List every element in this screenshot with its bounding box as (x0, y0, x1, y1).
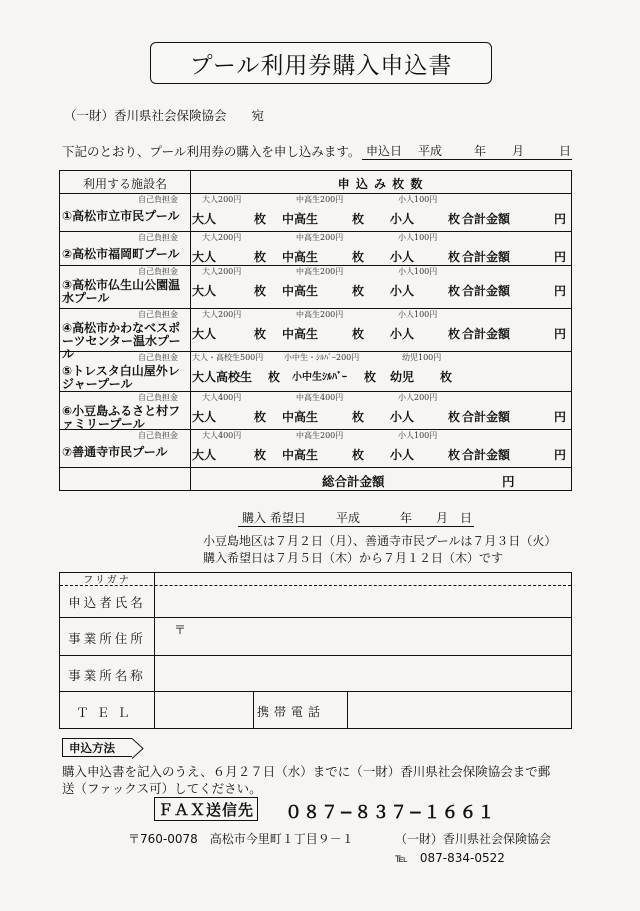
method-line1: 購入申込書を記入のうえ、６月２７日（水）までに（一財）香川県社会保険協会まで郵 (62, 764, 551, 779)
count-unit: 枚 (448, 250, 461, 264)
count-unit: 枚 (254, 327, 267, 341)
category-label: 小人 (390, 250, 415, 264)
price-label: 中高生200円 (296, 233, 344, 242)
price-label: 小人100円 (398, 267, 438, 276)
burden-label: 自己負担金 (138, 431, 178, 440)
category-label: 小人 (390, 284, 415, 298)
fax-number: ０８７−８３７−１６６１ (285, 803, 496, 823)
subtotal-label: 合計金額 (462, 327, 511, 341)
purchase-date-label: 購入 希望日 (242, 511, 306, 525)
footer-tel: ℡ 087-834-0522 (395, 851, 505, 865)
applicant-table (59, 572, 572, 729)
count-input[interactable] (430, 208, 446, 224)
method-line2: 送（ファックス可）してください。 (62, 781, 262, 796)
price-label: 大人200円 (202, 233, 242, 242)
purchase-date-year: 年 (400, 511, 413, 525)
category-label: 大人 (192, 448, 217, 462)
category-label: 小人 (390, 327, 415, 341)
price-label: 小人100円 (398, 310, 438, 319)
price-label: 中高生200円 (296, 431, 344, 440)
addressee: （一財）香川県社会保険協会 宛 (64, 108, 265, 123)
apply-date-label: 申込日 (366, 144, 403, 158)
count-input[interactable] (232, 280, 252, 296)
count-unit: 枚 (254, 448, 267, 462)
category-label: 中高生 (282, 448, 319, 462)
intro-text: 下記のとおり、プール利用券の購入を申し込みます。 (62, 144, 361, 159)
count-input[interactable] (232, 323, 252, 339)
price-label: 大人・高校生500円 (192, 353, 264, 362)
price-label: 中高生200円 (296, 310, 344, 319)
method-label: 申込方法 (62, 738, 132, 757)
price-label: 幼児100円 (402, 353, 442, 362)
furigana-input[interactable] (155, 573, 571, 585)
facility-name: ⑦善通寺市民プール (62, 445, 168, 459)
subtotal-yen[interactable]: 円 (554, 327, 567, 341)
category-label: 大人 (192, 212, 217, 226)
price-label: 小中生・ｼﾙﾊﾞｰ200円 (284, 353, 360, 362)
category-label: 大人高校生 (192, 370, 253, 384)
burden-label: 自己負担金 (138, 393, 178, 402)
count-input[interactable] (322, 444, 350, 460)
apply-date-field[interactable] (362, 141, 572, 160)
purchase-date-day: 日 (460, 511, 473, 525)
count-unit: 枚 (352, 284, 365, 298)
category-label: 小中生ｼﾙﾊﾞｰ (292, 372, 347, 383)
category-label: 中高生 (282, 284, 319, 298)
count-unit: 枚 (352, 212, 365, 226)
category-label: 大人 (192, 250, 217, 264)
count-unit: 枚 (448, 284, 461, 298)
burden-label: 自己負担金 (138, 310, 178, 319)
price-label: 小人100円 (398, 195, 438, 204)
count-unit: 枚 (448, 448, 461, 462)
count-unit: 枚 (254, 212, 267, 226)
price-label: 大人400円 (202, 393, 242, 402)
subtotal-label: 合計金額 (462, 284, 511, 298)
price-label: 小人100円 (398, 233, 438, 242)
price-label: 中高生200円 (296, 267, 344, 276)
count-input[interactable] (232, 246, 252, 262)
label-office-address: 事業所住所 (68, 631, 146, 646)
fax-label: ＦＡＸ送信先 (154, 797, 258, 821)
count-unit: 枚 (352, 250, 365, 264)
category-label: 大人 (192, 327, 217, 341)
count-input[interactable] (430, 444, 446, 460)
purchase-date-field[interactable] (238, 509, 474, 527)
price-label: 中高生200円 (296, 195, 344, 204)
label-furigana: フリガナ (83, 575, 131, 586)
count-unit: 枚 (352, 410, 365, 424)
subtotal-yen[interactable]: 円 (554, 250, 567, 264)
purchase-date-month: 月 (436, 511, 449, 525)
facility-name: ④高松市かわなべスポーツセンター温水プール (62, 321, 181, 361)
category-label: 大人 (192, 410, 217, 424)
arrow-tab-icon (132, 738, 144, 759)
subtotal-label: 合計金額 (462, 410, 511, 424)
office-name-input[interactable] (155, 656, 571, 691)
price-label: 大人400円 (202, 431, 242, 440)
footer-address: 〒760-0078 高松市今里町１丁目９－１ (128, 832, 354, 846)
apply-date-era: 平成 (418, 144, 443, 158)
price-label: 大人200円 (202, 195, 242, 204)
label-applicant-name: 申込者氏名 (68, 595, 146, 610)
category-label: 中高生 (282, 327, 319, 341)
label-office-name: 事業所名称 (68, 668, 146, 683)
subtotal-yen[interactable]: 円 (554, 284, 567, 298)
apply-date-month: 月 (512, 144, 525, 158)
count-input[interactable] (242, 366, 266, 382)
facility-name: ⑥小豆島ふるさと村ファミリープール (62, 404, 181, 431)
subtotal-label: 合計金額 (462, 212, 511, 226)
count-unit: 枚 (440, 370, 453, 384)
price-label: 小人200円 (398, 393, 438, 402)
subtotal-yen[interactable]: 円 (554, 212, 567, 226)
count-unit: 枚 (268, 370, 281, 384)
grand-total-label: 総合計金額 (322, 474, 385, 489)
count-unit: 枚 (352, 327, 365, 341)
facility-name: ③高松市仏生山公園温水プール (62, 278, 181, 305)
count-unit: 枚 (254, 284, 267, 298)
count-input[interactable] (430, 246, 446, 262)
price-label: 中高生400円 (296, 393, 344, 402)
category-label: 小人 (390, 448, 415, 462)
count-input[interactable] (232, 444, 252, 460)
facility-name: ①高松市立市民プール (62, 209, 180, 223)
label-tel: ＴＥＬ (76, 705, 138, 720)
footer-org: （一財）香川県社会保険協会 (395, 832, 552, 846)
subtotal-label: 合計金額 (462, 448, 511, 462)
facility-name: ②高松市福岡町プール (62, 247, 180, 261)
pool-ticket-table (59, 170, 572, 491)
apply-date-day: 日 (559, 144, 572, 158)
count-input[interactable] (322, 323, 350, 339)
count-unit: 枚 (254, 250, 267, 264)
count-input[interactable] (322, 208, 350, 224)
count-input[interactable] (322, 280, 350, 296)
office-address-input[interactable] (155, 618, 571, 655)
count-unit: 枚 (364, 370, 377, 384)
applicant-name-input[interactable] (155, 586, 571, 617)
count-input[interactable] (322, 406, 350, 422)
count-input[interactable] (232, 406, 252, 422)
count-unit: 枚 (448, 327, 461, 341)
header-facility: 利用する施設名 (82, 177, 167, 191)
count-unit: 枚 (448, 410, 461, 424)
count-input[interactable] (232, 208, 252, 224)
category-label: 中高生 (282, 410, 319, 424)
subtotal-label: 合計金額 (462, 250, 511, 264)
category-label: 幼児 (390, 370, 415, 384)
price-label: 大人200円 (202, 310, 242, 319)
label-mobile: 携帯電話 (257, 705, 326, 719)
price-label: 大人200円 (202, 267, 242, 276)
count-input[interactable] (430, 280, 446, 296)
subtotal-yen[interactable]: 円 (554, 410, 567, 424)
category-label: 小人 (390, 212, 415, 226)
apply-date-year: 年 (474, 144, 487, 158)
mobile-input[interactable] (348, 692, 571, 728)
note-2: 購入希望日は７月５日（木）から７月１２日（木）です (203, 551, 504, 565)
category-label: 中高生 (282, 250, 319, 264)
count-input[interactable] (430, 406, 446, 422)
burden-label: 自己負担金 (138, 233, 178, 242)
count-unit: 枚 (352, 448, 365, 462)
postal-mark: 〒 (174, 623, 187, 637)
header-count: 申 込 み 枚 数 (337, 177, 424, 191)
count-input[interactable] (322, 246, 350, 262)
price-label: 小人100円 (398, 431, 438, 440)
note-1: 小豆島地区は７月２日（月）、善通寺市民プールは７月３日（火） (203, 534, 557, 548)
burden-label: 自己負担金 (138, 267, 178, 276)
facility-name: ⑤トレスタ白山屋外レジャープール (62, 364, 180, 391)
grand-total-yen[interactable]: 円 (502, 474, 515, 489)
burden-label: 自己負担金 (138, 195, 178, 204)
category-label: 小人 (390, 410, 415, 424)
count-unit: 枚 (448, 212, 461, 226)
count-input[interactable] (342, 366, 362, 382)
count-input[interactable] (430, 323, 446, 339)
tel-input[interactable] (155, 692, 253, 728)
count-unit: 枚 (254, 410, 267, 424)
subtotal-yen[interactable]: 円 (554, 448, 567, 462)
category-label: 中高生 (282, 212, 319, 226)
burden-label: 自己負担金 (138, 353, 178, 362)
category-label: 大人 (192, 284, 217, 298)
page-title: プール利用券購入申込書 (150, 42, 492, 84)
purchase-date-era: 平成 (336, 511, 361, 525)
